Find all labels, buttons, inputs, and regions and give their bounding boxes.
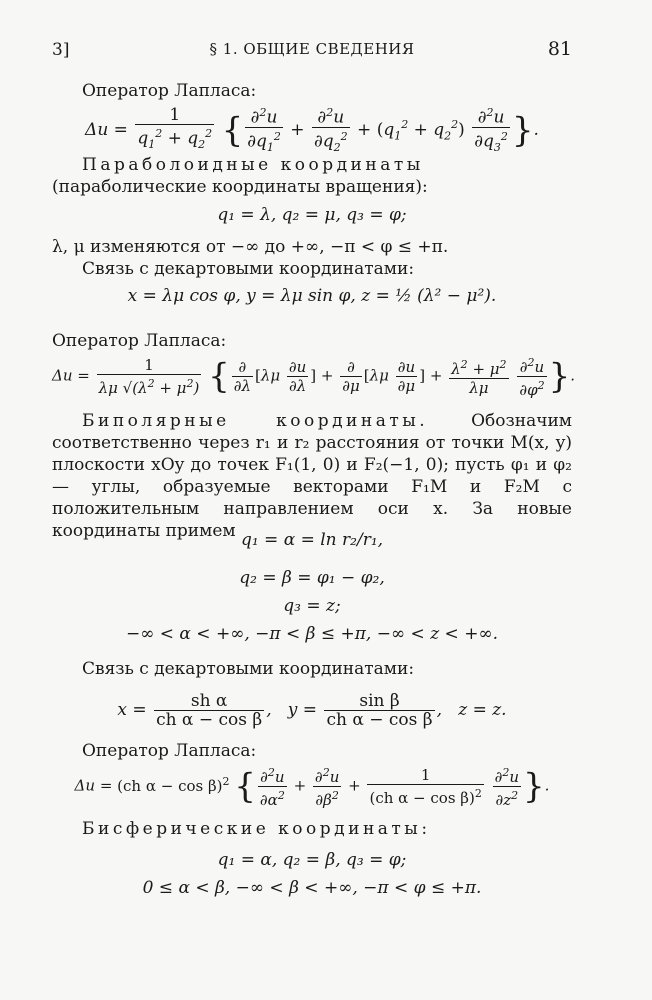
- bipolar-q3-formula: q₃ = z;: [283, 596, 341, 616]
- cartesian-link-1: Связь с декартовыми координатами:: [82, 259, 415, 279]
- running-header: [52, 40, 572, 64]
- bipolar-ranges-formula: −∞ < α < +∞, −π < β ≤ +π, −∞ < z < +∞.: [125, 624, 499, 644]
- paraboloid-note: (параболические координаты вращения):: [52, 177, 428, 197]
- laplace-label-2: Оператор Лапласа:: [52, 331, 227, 351]
- bispherical-heading: Бисферические координаты:: [82, 819, 431, 839]
- bipolar-q2-formula: q₂ = β = φ₁ − φ₂,: [239, 568, 385, 588]
- section-title: § 1. ОБЩИЕ СВЕДЕНИЯ: [209, 40, 415, 58]
- laplace-label-3: Оператор Лапласа:: [82, 741, 257, 761]
- bispherical-ranges-formula: 0 ≤ α < β, −∞ < β < +∞, −π < φ ≤ +π.: [142, 878, 482, 898]
- bispherical-coords-formula: q₁ = α, q₂ = β, q₃ = φ;: [217, 850, 407, 870]
- paraboloid-paragraph: [52, 154, 572, 198]
- paraboloid-heading: Параболоидные координаты: [82, 155, 424, 175]
- laplace-formula-1: Δu = $\frac{1}{q_1^2 + q_2^2}$ { $\frac{\partial^2u}{\partial q_1^2}$ + $\frac{\partial^2u}{\partial q_2^2}$ + $(q_1^2 + q_2^2)$ $\frac{\partial^2u}{\partial q_3^2}$ }.: [85, 105, 539, 154]
- bipolar-paragraph: [52, 410, 572, 542]
- laplace-label-1: Оператор Лапласа:: [82, 81, 257, 101]
- paraboloid-cartesian-formula: x = λμ cos φ, y = λμ sin φ, z = ½ (λ² − μ²).: [127, 286, 497, 306]
- bipolar-heading: Биполярные координаты.: [82, 411, 429, 431]
- cartesian-link-2: Связь с декартовыми координатами:: [82, 659, 415, 679]
- page-number: 81: [547, 38, 572, 60]
- laplace-formula-3: Δu = (ch α − cos β)$^2$ { $\frac{\partial^2u}{\partial\alpha^2}$ + $\frac{\partial^2u}{\partial\beta^2}$ + $\frac{1}{(ch \alpha - \cos \beta)^2}$ $\frac{\partial^2u}{\partial z^2}$ }.: [74, 766, 550, 809]
- bipolar-body: Обозначим соответственно через r₁ и r₂ расстояния от точки M(x, y) плоскости xOy до точек F₁(1, 0) и F₂(−1, 0); пусть φ₁ и φ₂ — углы, образуемые векторами F₁M и F₂M с положительным направлением оси x. За новые координаты примем: [52, 411, 573, 541]
- lambda-mu-range: λ, μ изменяются от −∞ до +∞, −π < φ ≤ +π.: [52, 237, 449, 257]
- chapter-marker: 3]: [52, 40, 70, 60]
- paraboloid-coords-formula: q₁ = λ, q₂ = μ, q₃ = φ;: [217, 205, 407, 225]
- laplace-formula-2: Δu = $\frac{1}{\lambda\mu √(\lambda^2 + \mu^2)}$ { $\frac{\partial}{\partial\lambda}$ [λμ $\frac{\partial u}{\partial\lambda}$ ] + $\frac{\partial}{\partial\mu}$ [λμ $\frac{\partial u}{\partial\mu}$ ] + $\frac{\lambda^2 + \mu^2}{\lambda\mu}$ $\frac{\partial^2u}{\partial\varphi^2}$ }.: [52, 356, 575, 399]
- bipolar-q1-formula: q₁ = α = ln r₂/r₁,: [240, 530, 384, 550]
- bipolar-cartesian-formula: x = $\frac{\text{sh α}}{\text{ch α − cos β}}$ , y = $\frac{\text{sin β}}{\text{ch α − cos β}}$ , z = z.: [117, 691, 507, 730]
